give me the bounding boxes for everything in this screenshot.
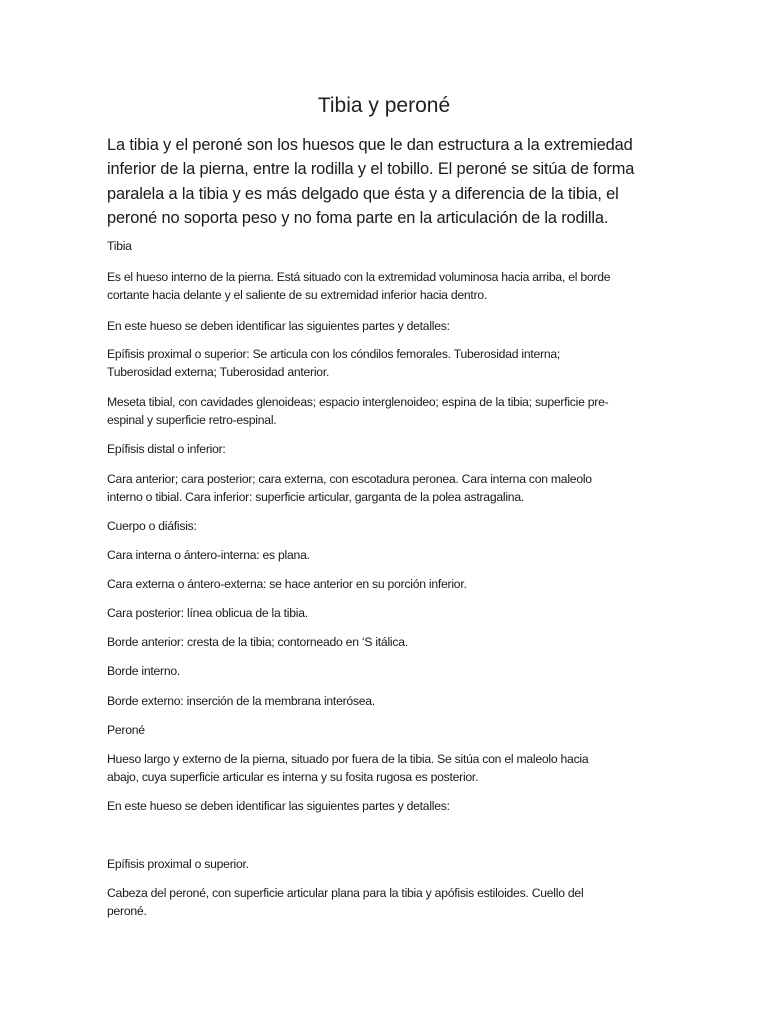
paragraph	[107, 345, 667, 381]
paragraph-line: En este hueso se deben identificar las siguientes partes y detalles:	[107, 319, 450, 333]
paragraph-line: Borde externo: inserción de la membrana interósea.	[107, 694, 375, 708]
intro-line: paralela a la tibia y es más delgado que ésta y a diferencia de la tibia, el	[107, 184, 619, 203]
paragraph-line: Meseta tibial, con cavidades glenoideas; espacio interglenoideo; espina de la tibia; superficie pre-	[107, 395, 609, 409]
intro-paragraph	[107, 133, 667, 230]
paragraph	[107, 884, 667, 920]
paragraph	[107, 546, 667, 564]
paragraph-line: Epífisis proximal o superior.	[107, 857, 249, 871]
paragraph-line: Tibia	[107, 239, 132, 253]
paragraph	[107, 317, 667, 335]
paragraph-line: Cuerpo o diáfisis:	[107, 519, 197, 533]
paragraph-line: Cara anterior; cara posterior; cara externa, con escotadura peronea. Cara interna con maleolo	[107, 472, 592, 486]
page-title: Tibia y peroné	[317, 94, 451, 117]
paragraph	[107, 517, 667, 535]
paragraph-line: Peroné	[107, 723, 145, 737]
paragraph	[107, 692, 667, 710]
paragraph-line: Es el hueso interno de la pierna. Está situado con la extremidad voluminosa hacia arriba, el borde	[107, 270, 611, 284]
paragraph	[107, 662, 667, 680]
paragraph-line: En este hueso se deben identificar las siguientes partes y detalles:	[107, 799, 450, 813]
intro-line: inferior de la pierna, entre la rodilla y el tobillo. El peroné se sitúa de forma	[107, 160, 635, 179]
paragraph	[107, 268, 667, 304]
intro-line: peroné no soporta peso y no foma parte en la articulación de la rodilla.	[107, 208, 609, 227]
paragraph-line: Cara interna o ántero-interna: es plana.	[107, 548, 310, 562]
paragraph-line: peroné.	[107, 904, 147, 918]
paragraph-line: Cara externa o ántero-externa: se hace anterior en su porción inferior.	[107, 577, 467, 591]
paragraph	[107, 797, 667, 815]
paragraph-line: Tuberosidad externa; Tuberosidad anterior.	[107, 365, 330, 379]
paragraph	[107, 604, 667, 622]
paragraph	[107, 393, 667, 429]
paragraph-line: Cara posterior: línea oblicua de la tibia.	[107, 606, 308, 620]
paragraph-line: Epífisis proximal o superior: Se articula con los cóndilos femorales. Tuberosidad interna;	[107, 347, 561, 361]
paragraph	[107, 575, 667, 593]
paragraph-line: espinal y superficie retro-espinal.	[107, 413, 277, 427]
paragraph-line: cortante hacia delante y el saliente de su extremidad inferior hacia dentro.	[107, 288, 488, 302]
section-heading-tibia	[107, 237, 667, 255]
paragraph	[107, 750, 667, 786]
paragraph-line: Epífisis distal o inferior:	[107, 442, 226, 456]
paragraph-line: Cabeza del peroné, con superficie articular plana para la tibia y apófisis estiloides. Cuello del	[107, 886, 584, 900]
intro-line: La tibia y el peroné son los huesos que le dan estructura a la extremiedad	[107, 136, 633, 154]
paragraph	[107, 470, 667, 506]
paragraph-line: abajo, cuya superficie articular es interna y su fosita rugosa es posterior.	[107, 770, 479, 784]
paragraph-line: Hueso largo y externo de la pierna, situado por fuera de la tibia. Se sitúa con el maleolo hacia	[107, 752, 589, 766]
paragraph-line: interno o tibial. Cara inferior: superficie articular, garganta de la polea astragalina.	[107, 490, 524, 504]
paragraph	[107, 855, 667, 873]
paragraph-line: Borde anterior: cresta de la tibia; contorneado en ‘S itálica.	[107, 635, 408, 649]
paragraph	[107, 633, 667, 651]
section-heading-perone	[107, 721, 667, 739]
paragraph	[107, 440, 667, 458]
paragraph-line: Borde interno.	[107, 664, 181, 678]
